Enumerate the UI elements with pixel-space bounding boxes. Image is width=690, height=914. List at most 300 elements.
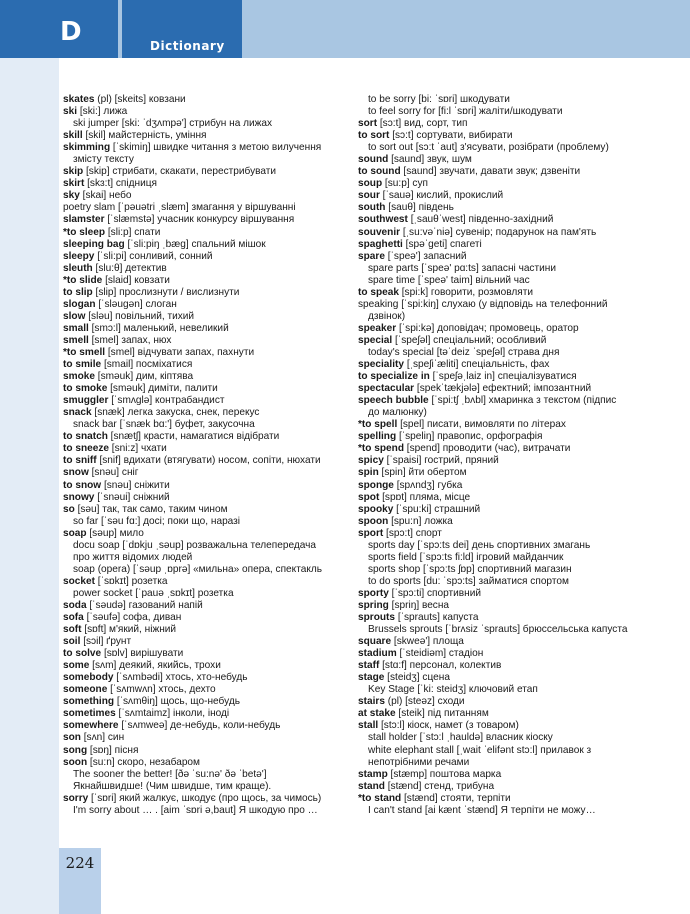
entry-headword: song bbox=[63, 744, 88, 756]
entry-definition: [ˈsləugən] слоган bbox=[95, 298, 177, 310]
dictionary-entry bbox=[63, 323, 341, 335]
entry-headword: soup bbox=[358, 178, 383, 190]
entry-headword: square bbox=[358, 636, 392, 648]
dictionary-entry bbox=[358, 588, 658, 600]
entry-headword: ski bbox=[63, 106, 78, 118]
dictionary-entry bbox=[63, 732, 341, 744]
entry-definition: sports day [ˈspɔ:ts dei] день спортивних змагань bbox=[368, 539, 591, 551]
entry-definition: [sɔ:t] сортувати, вибирати bbox=[389, 130, 513, 142]
entry-headword: *to stand bbox=[358, 792, 402, 804]
dictionary-entry bbox=[358, 202, 658, 214]
dictionary-entry bbox=[63, 94, 341, 106]
entry-headword: to speak bbox=[358, 286, 399, 298]
entry-headword: sponge bbox=[358, 479, 394, 491]
page-margin-strip bbox=[0, 58, 59, 914]
section-letter: D bbox=[60, 17, 82, 47]
entry-headword: to sneeze bbox=[63, 443, 109, 455]
entry-definition: [ˈsteidiəm] стадіон bbox=[396, 648, 484, 660]
dictionary-entry bbox=[358, 528, 658, 540]
entry-headword: snack bbox=[63, 407, 92, 419]
dictionary-entry bbox=[63, 371, 341, 383]
entry-headword: soda bbox=[63, 599, 87, 611]
section-title: Dictionary bbox=[150, 39, 225, 53]
dictionary-entry bbox=[63, 720, 341, 732]
entry-headword: special bbox=[358, 334, 393, 346]
dictionary-entry bbox=[358, 335, 658, 347]
entry-definition: [ˈslæmstə] учасник конкурсу віршування bbox=[104, 214, 295, 226]
entry-definition: [ˈsəufə] софа, диван bbox=[83, 612, 182, 624]
dictionary-entry bbox=[358, 178, 658, 190]
entry-headword: to snow bbox=[63, 479, 102, 491]
dictionary-entry bbox=[63, 214, 341, 226]
entry-definition: [ˈspu:ki] страшний bbox=[393, 503, 481, 515]
entry-headword: smoke bbox=[63, 371, 95, 383]
entry-definition: [su:n] скоро, незабаром bbox=[87, 756, 200, 768]
dictionary-entry bbox=[358, 576, 658, 588]
dictionary-entry bbox=[63, 347, 341, 359]
entry-headword: something bbox=[63, 696, 115, 708]
dictionary-entry bbox=[358, 214, 658, 226]
dictionary-entry bbox=[63, 492, 341, 504]
entry-headword: slamster bbox=[63, 214, 105, 226]
entry-headword: spooky bbox=[358, 503, 394, 515]
entry-headword: somewhere bbox=[63, 720, 119, 732]
entry-headword: south bbox=[358, 202, 386, 214]
entry-headword: skill bbox=[63, 130, 83, 142]
entry-headword: stall bbox=[358, 720, 379, 732]
entry-headword: stand bbox=[358, 780, 385, 792]
entry-definition: spare parts [ˈspeə' pɑ:ts] запасні частини bbox=[368, 262, 556, 274]
entry-headword: speciality bbox=[358, 359, 405, 371]
dictionary-entry bbox=[358, 672, 658, 684]
entry-headword: sort bbox=[358, 118, 378, 130]
entry-headword: *to spend bbox=[358, 443, 404, 455]
dictionary-entry bbox=[358, 564, 658, 576]
entry-definition: sports shop [ˈspɔ:ts ʃɒp] спортивний магазин bbox=[368, 563, 572, 575]
entry-headword: staff bbox=[358, 660, 380, 672]
dictionary-entry bbox=[63, 600, 341, 612]
entry-headword: skimming bbox=[63, 142, 111, 154]
entry-definition: [sʌm] деякий, якийсь, трохи bbox=[89, 660, 221, 672]
entry-definition: [spend] проводити (час), витрачати bbox=[403, 443, 571, 455]
dictionary-entry bbox=[358, 455, 658, 467]
dictionary-entry bbox=[358, 660, 658, 672]
dictionary-entry bbox=[63, 504, 341, 516]
dictionary-entry bbox=[358, 106, 658, 118]
dictionary-entry bbox=[358, 696, 658, 708]
entry-definition: [smel] запах, нюх bbox=[88, 334, 172, 346]
dictionary-entry bbox=[63, 564, 341, 576]
entry-headword: souvenir bbox=[358, 226, 401, 238]
entry-definition: [spriŋ] весна bbox=[388, 599, 450, 611]
entry-definition: Key Stage [ˈki: steidʒ] ключовий етап bbox=[368, 684, 538, 696]
entry-definition: [skip] стрибати, скакати, перестрибувати bbox=[83, 166, 277, 178]
entry-definition: [spi:k] говорити, розмовляти bbox=[398, 286, 534, 298]
entry-headword: speaker bbox=[358, 322, 397, 334]
entry-headword: skirt bbox=[63, 178, 85, 190]
dictionary-entry bbox=[358, 239, 658, 251]
entry-definition: (pl) [steəz] сходи bbox=[384, 696, 465, 708]
entry-definition: to feel sorry for [fi:l ˈsɒri] жаліти/шкодувати bbox=[368, 106, 563, 118]
dictionary-entry bbox=[358, 118, 658, 130]
dictionary-entry bbox=[358, 431, 658, 443]
entry-headword: sound bbox=[358, 154, 389, 166]
dictionary-entry bbox=[358, 371, 658, 383]
entry-definition: sports field [ˈspɔ:ts fi:ld] ігровий майданчик bbox=[368, 551, 564, 563]
entry-definition: The sooner the better! [ðə ˈsu:nə' ðə ˈbetə'] bbox=[73, 768, 267, 780]
entry-definition: [slaid] ковзати bbox=[102, 274, 170, 286]
entry-definition: [ˈsɒri] який жалкує, шкодує (про щось, за чимось) bbox=[88, 792, 322, 804]
entry-definition: [saund] звук, шум bbox=[388, 154, 472, 166]
dictionary-entry bbox=[358, 504, 658, 516]
entry-headword: skates bbox=[63, 94, 95, 105]
left-column bbox=[63, 94, 341, 817]
dictionary-entry bbox=[63, 660, 341, 672]
entry-definition: [stɔ:l] кіоск, намет (з товаром) bbox=[378, 720, 519, 732]
entry-headword: to sort bbox=[358, 130, 390, 142]
dictionary-entry bbox=[63, 781, 341, 793]
entry-headword: soon bbox=[63, 756, 88, 768]
entry-definition: [stænd] стенд, трибуна bbox=[384, 780, 495, 792]
entry-definition: [spɒt] пляма, місце bbox=[379, 491, 471, 503]
entry-definition: [su:p] суп bbox=[382, 178, 428, 190]
entry-definition: [ˈspeʃəl] спеціальний; особливий bbox=[392, 334, 547, 346]
dictionary-entry bbox=[358, 636, 658, 648]
dictionary-entry bbox=[63, 166, 341, 178]
dictionary-entry bbox=[63, 636, 341, 648]
entry-definition: [ˈsʌmwʌn] хтось, дехто bbox=[107, 684, 216, 696]
dictionary-entry bbox=[358, 443, 658, 455]
entry-definition: про життя відомих людей bbox=[73, 551, 193, 563]
entry-headword: sleeping bag bbox=[63, 238, 125, 250]
entry-headword: so bbox=[63, 503, 75, 515]
entry-headword: snow bbox=[63, 467, 89, 479]
dictionary-entry bbox=[358, 600, 658, 612]
entry-definition: [smɔ:l] маленький, невеликий bbox=[88, 322, 229, 334]
entry-definition: [sɒŋ] пісня bbox=[87, 744, 139, 756]
dictionary-entry bbox=[63, 178, 341, 190]
page-number: 224 bbox=[65, 854, 95, 872]
entry-definition: to be sorry [bi: ˈsɒri] шкодувати bbox=[368, 94, 510, 105]
entry-headword: somebody bbox=[63, 672, 114, 684]
entry-headword: sorry bbox=[63, 792, 89, 804]
dictionary-entry bbox=[63, 708, 341, 720]
entry-definition: [sli:p] спати bbox=[105, 226, 161, 238]
dictionary-entry bbox=[358, 781, 658, 793]
entry-headword: *to sleep bbox=[63, 226, 106, 238]
entry-headword: slogan bbox=[63, 298, 96, 310]
dictionary-entry bbox=[63, 805, 341, 817]
entry-definition: [ˌsu:vəˈniə] сувенір; подарунок на пам'ять bbox=[400, 226, 597, 238]
dictionary-entry bbox=[63, 684, 341, 696]
entry-definition: soap (opera) [ˈsəup ˌɒprə] «мильна» опера, спектакль bbox=[73, 563, 322, 575]
entry-definition: (pl) [skeits] ковзани bbox=[94, 94, 186, 105]
entry-headword: southwest bbox=[358, 214, 408, 226]
entry-definition: [ˈspaisi] гострий, пряний bbox=[383, 455, 499, 467]
entry-headword: skip bbox=[63, 166, 84, 178]
dictionary-entry bbox=[63, 648, 341, 660]
entry-definition: [skweə'] площа bbox=[391, 636, 464, 648]
dictionary-entry bbox=[63, 540, 341, 552]
dictionary-entry bbox=[63, 588, 341, 600]
entry-definition: [saund] звучати, давати звук; дзвеніти bbox=[400, 166, 581, 178]
dictionary-entry bbox=[358, 94, 658, 106]
dictionary-entry bbox=[358, 299, 658, 311]
entry-headword: spare bbox=[358, 250, 385, 262]
entry-definition: [skil] майстерність, уміння bbox=[82, 130, 207, 142]
entry-definition: snack bar [ˈsnæk bɑ:'] буфет, закусочна bbox=[73, 419, 255, 431]
entry-definition: [spin] йти обертом bbox=[378, 467, 467, 479]
entry-definition: [slip] прослизнути / вислизнути bbox=[92, 286, 240, 298]
dictionary-entry bbox=[358, 793, 658, 805]
entry-headword: stage bbox=[358, 672, 385, 684]
entry-definition: непотрібними речами bbox=[368, 756, 470, 768]
dictionary-entry bbox=[358, 552, 658, 564]
entry-headword: some bbox=[63, 660, 90, 672]
dictionary-entry bbox=[358, 492, 658, 504]
entry-headword: snowy bbox=[63, 491, 95, 503]
entry-definition: [ˈsli:pi] сонливий, сонний bbox=[94, 250, 213, 262]
dictionary-entry bbox=[358, 612, 658, 624]
entry-headword: to sniff bbox=[63, 455, 97, 467]
entry-headword: spot bbox=[358, 491, 380, 503]
dictionary-entry bbox=[63, 624, 341, 636]
entry-definition: poetry slam [ˈpəuətri ˌslæm] змагання у віршуванні bbox=[63, 202, 296, 214]
dictionary-entry bbox=[358, 263, 658, 275]
dictionary-entry bbox=[358, 383, 658, 395]
entry-headword: to sound bbox=[358, 166, 401, 178]
dictionary-entry bbox=[63, 407, 341, 419]
entry-definition: [ˈsmʌglə] контрабандист bbox=[108, 395, 225, 407]
entry-headword: sofa bbox=[63, 612, 84, 624]
entry-definition: [snætʃ] красти, намагатися відібрати bbox=[107, 431, 280, 443]
dictionary-entry bbox=[358, 648, 658, 660]
entry-headword: small bbox=[63, 322, 89, 334]
entry-headword: *to smell bbox=[63, 346, 106, 358]
entry-definition: [smel] відчувати запах, пахнути bbox=[105, 346, 255, 358]
entry-headword: sprouts bbox=[358, 612, 396, 624]
entry-definition: so far [ˈsəu fɑ:] досі; поки що, наразі bbox=[73, 515, 241, 527]
entry-definition: [sləu] повільний, тихий bbox=[85, 310, 195, 322]
dictionary-entry bbox=[358, 154, 658, 166]
entry-definition: [ski:] лижа bbox=[77, 106, 128, 118]
entry-headword: sky bbox=[63, 190, 80, 202]
entry-definition: [sɒlv] вирішувати bbox=[101, 648, 184, 660]
entry-definition: [ˈspeʃəˌlaiz in] спеціалізуватися bbox=[429, 371, 577, 383]
entry-definition: Якнайшвидше! (Чим швидше, тим краще). bbox=[73, 780, 272, 792]
entry-definition: white elephant stall [ˌwait ˈelifənt stɔ:l] прилавок з bbox=[368, 744, 592, 756]
entry-definition: [ˈspeə'] запасний bbox=[384, 250, 467, 262]
dictionary-entry bbox=[63, 757, 341, 769]
entry-headword: *to spell bbox=[358, 419, 398, 431]
dictionary-entry bbox=[63, 106, 341, 118]
entry-definition: [smail] посміхатися bbox=[101, 359, 193, 371]
dictionary-entry bbox=[63, 431, 341, 443]
entry-definition: [spəˈgeti] спагеті bbox=[402, 238, 482, 250]
entry-definition: [ˌsauθˈwest] південно-західний bbox=[407, 214, 554, 226]
dictionary-entry bbox=[358, 720, 658, 732]
entry-definition: [ˈsnəui] сніжний bbox=[94, 491, 170, 503]
entry-definition: to do sports [du: ˈspɔ:ts] займатися спортом bbox=[368, 575, 569, 587]
dictionary-entry bbox=[358, 419, 658, 431]
dictionary-entry bbox=[358, 142, 658, 154]
entry-definition: [sməuk] диміти, палити bbox=[107, 383, 218, 395]
entry-headword: speech bubble bbox=[358, 395, 429, 407]
entry-definition: [səu] так, так само, таким чином bbox=[74, 503, 228, 515]
entry-definition: [ˈskimiŋ] швидке читання з метою вилучення bbox=[110, 142, 322, 154]
entry-definition: [skɜ:t] спідниця bbox=[84, 178, 157, 190]
dictionary-entry bbox=[63, 467, 341, 479]
entry-definition: [ˈsli:piŋ ˌbæg] спальний мішок bbox=[124, 238, 266, 250]
entry-definition: до малюнку) bbox=[368, 407, 427, 419]
dictionary-entry bbox=[63, 443, 341, 455]
dictionary-entry bbox=[358, 227, 658, 239]
entry-definition: [snæk] легка закуска, снек, перекус bbox=[91, 407, 260, 419]
entry-definition: [səup] мило bbox=[86, 527, 144, 539]
dictionary-entry bbox=[63, 480, 341, 492]
entry-definition: [ˈsʌmtaimz] інколи, іноді bbox=[115, 708, 230, 720]
dictionary-entry bbox=[63, 745, 341, 757]
entry-definition: [ˈspɔ:ti] спортивний bbox=[388, 587, 481, 599]
dictionary-entry bbox=[63, 311, 341, 323]
dictionary-entry bbox=[358, 130, 658, 142]
dictionary-entry bbox=[63, 516, 341, 528]
entry-headword: to slip bbox=[63, 286, 93, 298]
dictionary-entry bbox=[63, 299, 341, 311]
dictionary-entry bbox=[358, 166, 658, 178]
dictionary-entry bbox=[358, 540, 658, 552]
entry-definition: [ˈsprauts] капуста bbox=[395, 612, 479, 624]
dictionary-entry bbox=[358, 708, 658, 720]
entry-headword: to solve bbox=[63, 648, 102, 660]
dictionary-entry bbox=[63, 696, 341, 708]
entry-definition: [sɒft] м'який, ніжний bbox=[81, 624, 177, 636]
dictionary-entry bbox=[358, 757, 658, 769]
entry-definition: [stæmp] поштова марка bbox=[387, 768, 502, 780]
entry-headword: soil bbox=[63, 636, 81, 648]
dictionary-entry bbox=[63, 455, 341, 467]
entry-headword: soap bbox=[63, 527, 87, 539]
entry-headword: to specialize in bbox=[358, 371, 430, 383]
entry-definition: [spu:n] ложка bbox=[388, 515, 453, 527]
dictionary-entry bbox=[63, 227, 341, 239]
entry-definition: [sɔil] ґрунт bbox=[80, 636, 132, 648]
entry-definition: [sɔ:t] вид, сорт, тип bbox=[377, 118, 468, 130]
entry-definition: speaking [ˈspi:kiŋ] слухаю (у відповідь на телефонний bbox=[358, 298, 608, 310]
entry-definition: [spɔ:t] спорт bbox=[383, 527, 442, 539]
dictionary-entry bbox=[358, 287, 658, 299]
entry-headword: spelling bbox=[358, 431, 397, 443]
entry-definition: [ˌspeʃiˈæliti] спеціальність, фах bbox=[404, 359, 550, 371]
entry-headword: sleepy bbox=[63, 250, 95, 262]
dictionary-entry bbox=[63, 202, 341, 214]
dictionary-entry bbox=[63, 154, 341, 166]
entry-definition: I can't stand [ai kænt ˈstænd] Я терпіти не можу… bbox=[368, 804, 596, 816]
entry-definition: [spekˈtækjələ] ефектний; імпозантний bbox=[414, 383, 592, 395]
dictionary-entry bbox=[358, 732, 658, 744]
dictionary-entry bbox=[63, 576, 341, 588]
entry-definition: [sʌn] син bbox=[80, 732, 125, 744]
entry-headword: sometimes bbox=[63, 708, 116, 720]
entry-definition: [snəu] сніг bbox=[88, 467, 139, 479]
entry-definition: [spʌndʒ] губка bbox=[393, 479, 463, 491]
letter-tab bbox=[0, 0, 118, 58]
entry-definition: [steidʒ] сцена bbox=[384, 672, 450, 684]
dictionary-entry bbox=[63, 251, 341, 263]
entry-headword: spin bbox=[358, 467, 379, 479]
entry-definition: stall holder [ˈstɔ:l ˌhauldə] власник кіоску bbox=[368, 732, 553, 744]
dictionary-entry bbox=[358, 745, 658, 757]
dictionary-entry bbox=[63, 769, 341, 781]
entry-headword: son bbox=[63, 732, 81, 744]
entry-definition: docu soap [ˈdɒkju ˌsəup] розважальна телепередача bbox=[73, 539, 316, 551]
dictionary-entry bbox=[358, 407, 658, 419]
dictionary-entry bbox=[63, 419, 341, 431]
entry-headword: spoon bbox=[358, 515, 389, 527]
entry-headword: spring bbox=[358, 599, 389, 611]
dictionary-entry bbox=[358, 359, 658, 371]
dictionary-entry bbox=[358, 516, 658, 528]
entry-headword: sleuth bbox=[63, 262, 93, 274]
entry-definition: [ˈsɒkɪt] розетка bbox=[94, 575, 168, 587]
dictionary-entry bbox=[358, 805, 658, 817]
entry-definition: I'm sorry about … . [aim ˈsɒri ə,baut] Я шкодую про … bbox=[73, 804, 318, 816]
entry-definition: Brussels sprouts [ˈbrʌsiz ˈsprauts] брюссельська капуста bbox=[368, 624, 628, 636]
entry-headword: stamp bbox=[358, 768, 388, 780]
right-column bbox=[358, 94, 658, 817]
dictionary-entry bbox=[63, 672, 341, 684]
dictionary-entry bbox=[358, 395, 658, 407]
dictionary-entry bbox=[358, 190, 658, 202]
entry-headword: sour bbox=[358, 190, 380, 202]
entry-definition: spare time [ˈspeə' taim] вільний час bbox=[368, 274, 530, 286]
dictionary-entry bbox=[63, 263, 341, 275]
entry-headword: smell bbox=[63, 334, 89, 346]
dictionary-entry bbox=[63, 142, 341, 154]
section-tab bbox=[122, 0, 242, 58]
dictionary-entry bbox=[358, 684, 658, 696]
dictionary-entry bbox=[63, 612, 341, 624]
dictionary-entry bbox=[358, 311, 658, 323]
dictionary-entry bbox=[63, 793, 341, 805]
dictionary-entry bbox=[63, 190, 341, 202]
dictionary-entry bbox=[63, 359, 341, 371]
entry-definition: [ˈspeliŋ] правопис, орфографія bbox=[396, 431, 543, 443]
entry-definition: змісту тексту bbox=[73, 154, 134, 166]
entry-headword: stairs bbox=[358, 696, 385, 708]
entry-headword: stadium bbox=[358, 648, 397, 660]
entry-definition: ski jumper [ski: ˈdʒʌmpə'] стрибун на лижах bbox=[73, 118, 273, 130]
entry-definition: [slu:θ] детектив bbox=[92, 262, 167, 274]
dictionary-entry bbox=[63, 239, 341, 251]
entry-definition: [ˈsʌmweə] де-небудь, коли-небудь bbox=[118, 720, 281, 732]
entry-headword: at stake bbox=[358, 708, 396, 720]
entry-definition: power socket [ˈpauə ˌsɒkɪt] розетка bbox=[73, 587, 234, 599]
entry-definition: [ˈsʌmθiŋ] щось, що-небудь bbox=[114, 696, 240, 708]
entry-headword: soft bbox=[63, 624, 82, 636]
dictionary-entry bbox=[63, 118, 341, 130]
dictionary-entry bbox=[63, 287, 341, 299]
entry-definition: [sauθ] південь bbox=[385, 202, 454, 214]
entry-definition: [spel] писати, вимовляти по літерах bbox=[397, 419, 566, 431]
entry-headword: slow bbox=[63, 310, 86, 322]
page-number-box bbox=[59, 848, 101, 914]
dictionary-entry bbox=[63, 275, 341, 287]
entry-definition: [ˈsəudə] газований напій bbox=[86, 599, 203, 611]
entry-definition: [ˈsʌmbədi] хтось, хто-небудь bbox=[113, 672, 248, 684]
dictionary-entry bbox=[63, 130, 341, 142]
dictionary-entry bbox=[358, 769, 658, 781]
